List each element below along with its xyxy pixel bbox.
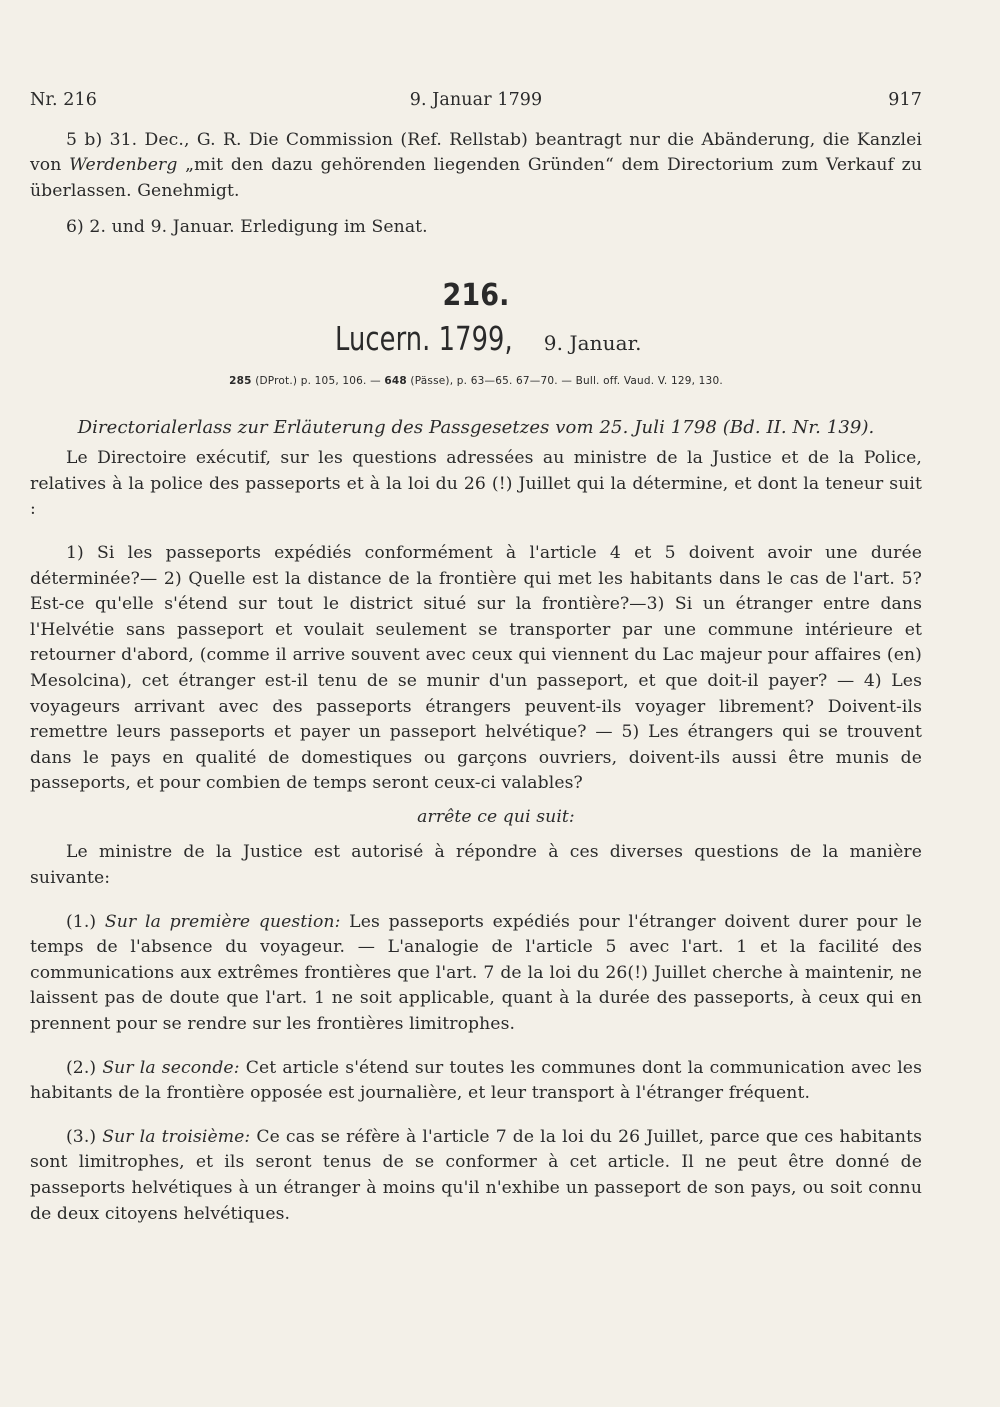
source-2-number: 648 xyxy=(384,374,407,387)
answer-1 xyxy=(30,910,922,1038)
previous-item-6: 6) 2. und 9. Januar. Erledigung im Senat. xyxy=(66,217,428,238)
item-5b-rest: „mit den dazu gehörenden liegenden Gründen“ dem Directorium zum Verkauf zu überlassen. Genehmigt. xyxy=(30,155,922,201)
answer-2-text: Cet article s'étend sur toutes les communes dont la communication avec les habitants de la frontière opposée est journalière, et leur transport à l'étranger fréquent. xyxy=(30,1057,922,1104)
arrete-line: arrête ce qui suit: xyxy=(417,806,575,827)
document-city-year: Lucern. 1799, xyxy=(335,318,514,358)
document-page xyxy=(30,88,922,1227)
header-page-number: 917 xyxy=(888,90,922,110)
paragraph-authorization: Le ministre de la Justice est autorisé à répondre à ces diverses questions de la manière suivante: xyxy=(30,842,922,889)
answer-2-label: Sur la seconde: xyxy=(102,1057,240,1078)
document-place-date xyxy=(30,319,922,365)
source-2-text: (Pässe), p. 63—65. 67—70. — Bull. off. Vaud. V. 129, 130. xyxy=(406,374,723,387)
answer-3-label: Sur la troisième: xyxy=(102,1126,251,1147)
document-sources xyxy=(30,369,922,395)
previous-item-5b xyxy=(30,128,922,205)
answer-1-text: Les passeports expédiés pour l'étranger doivent durer pour le temps de l'absence du voyageur. — L'analogie de l'article 5 avec l'art. 1 et la facilité des communications aux extrêmes frontières que l'art. 7 de la loi du 26(!) Juillet cherche à maintenir, ne laissent pas de doute que l'art. 1 ne soit applicable, quant à la durée des passeports, à ceux qui en prennent pour se rendre sur les frontières limitrophes. xyxy=(30,911,922,1035)
source-1-number: 285 xyxy=(229,374,252,387)
paragraph-questions: 1) Si les passeports expédiés conformément à l'article 4 et 5 doivent avoir une durée déterminée?— 2) Quelle est la distance de la frontière qui met les habitants dans le cas de l'art. 5? Est-ce qu'elle s'étend sur tout le district situé sur la frontière?—3) Si un étranger entre dans l'Helvétie sans passeport et voulait seulement se transporter par une commune intérieure et retourner d'abord, (comme il arrive souvent avec ceux qui viennent du Lac majeur pour affaires (en) Mesolcina), cet étranger est-il tenu de se munir d'un passeport, et que doit-il payer? — 4) Les voyageurs arrivant avec des passeports étrangers peuvent-ils voyager librement? Doivent-ils remettre leurs passeports et payer un passeport helvétique? — 5) Les étrangers qui se trouvent dans le pays en qualité de domestiques ou garçons ouvriers, doivent-ils aussi être munis de passeports, et pour combien de temps seront ceux-ci valables? xyxy=(30,542,922,794)
document-number: 216. xyxy=(442,277,510,313)
document-day: 9. Januar. xyxy=(543,330,642,355)
answer-3-number: (3.) xyxy=(66,1126,103,1147)
answer-3-text: Ce cas se réfère à l'article 7 de la loi du 26 Juillet, parce que ces habitants sont limitrophes, et ils seront tenus de se conformer à cet article. Il ne peut être donné de passeports helvétiques à un étranger à moins qu'il n'exhibe un passeport de son pays, ou soit connu de deux citoyens helvétiques. xyxy=(30,1126,922,1224)
header-date: 9. Januar 1799 xyxy=(409,90,543,110)
source-1-text: (DProt.) p. 105, 106. — xyxy=(251,374,385,387)
document-heading: Directorialerlass zur Erläuterung des Passgesetzes vom 25. Juli 1798 (Bd. II. Nr. 139). xyxy=(77,416,875,438)
answer-2-number: (2.) xyxy=(66,1057,103,1078)
item-5b-text: 5 b) 31. Dec., G. R. Die Commission (Ref. Rellstab) beantragt nur die Abänderung, die Kanzlei von xyxy=(30,129,922,176)
answer-3 xyxy=(30,1125,922,1227)
header-doc-number: Nr. 216 xyxy=(30,90,97,110)
answer-1-label: Sur la première question: xyxy=(104,911,341,932)
paragraph-preamble: Le Directoire exécutif, sur les questions adressées au ministre de la Justice et de la Police, relatives à la police des passeports et à la loi du 26 (!) Juillet qui la détermine, et dont la teneur suit : xyxy=(30,448,922,520)
answer-2 xyxy=(30,1056,922,1107)
item-5b-place: Werdenberg xyxy=(69,155,178,176)
answer-1-number: (1.) xyxy=(66,911,105,932)
running-header xyxy=(30,88,922,114)
